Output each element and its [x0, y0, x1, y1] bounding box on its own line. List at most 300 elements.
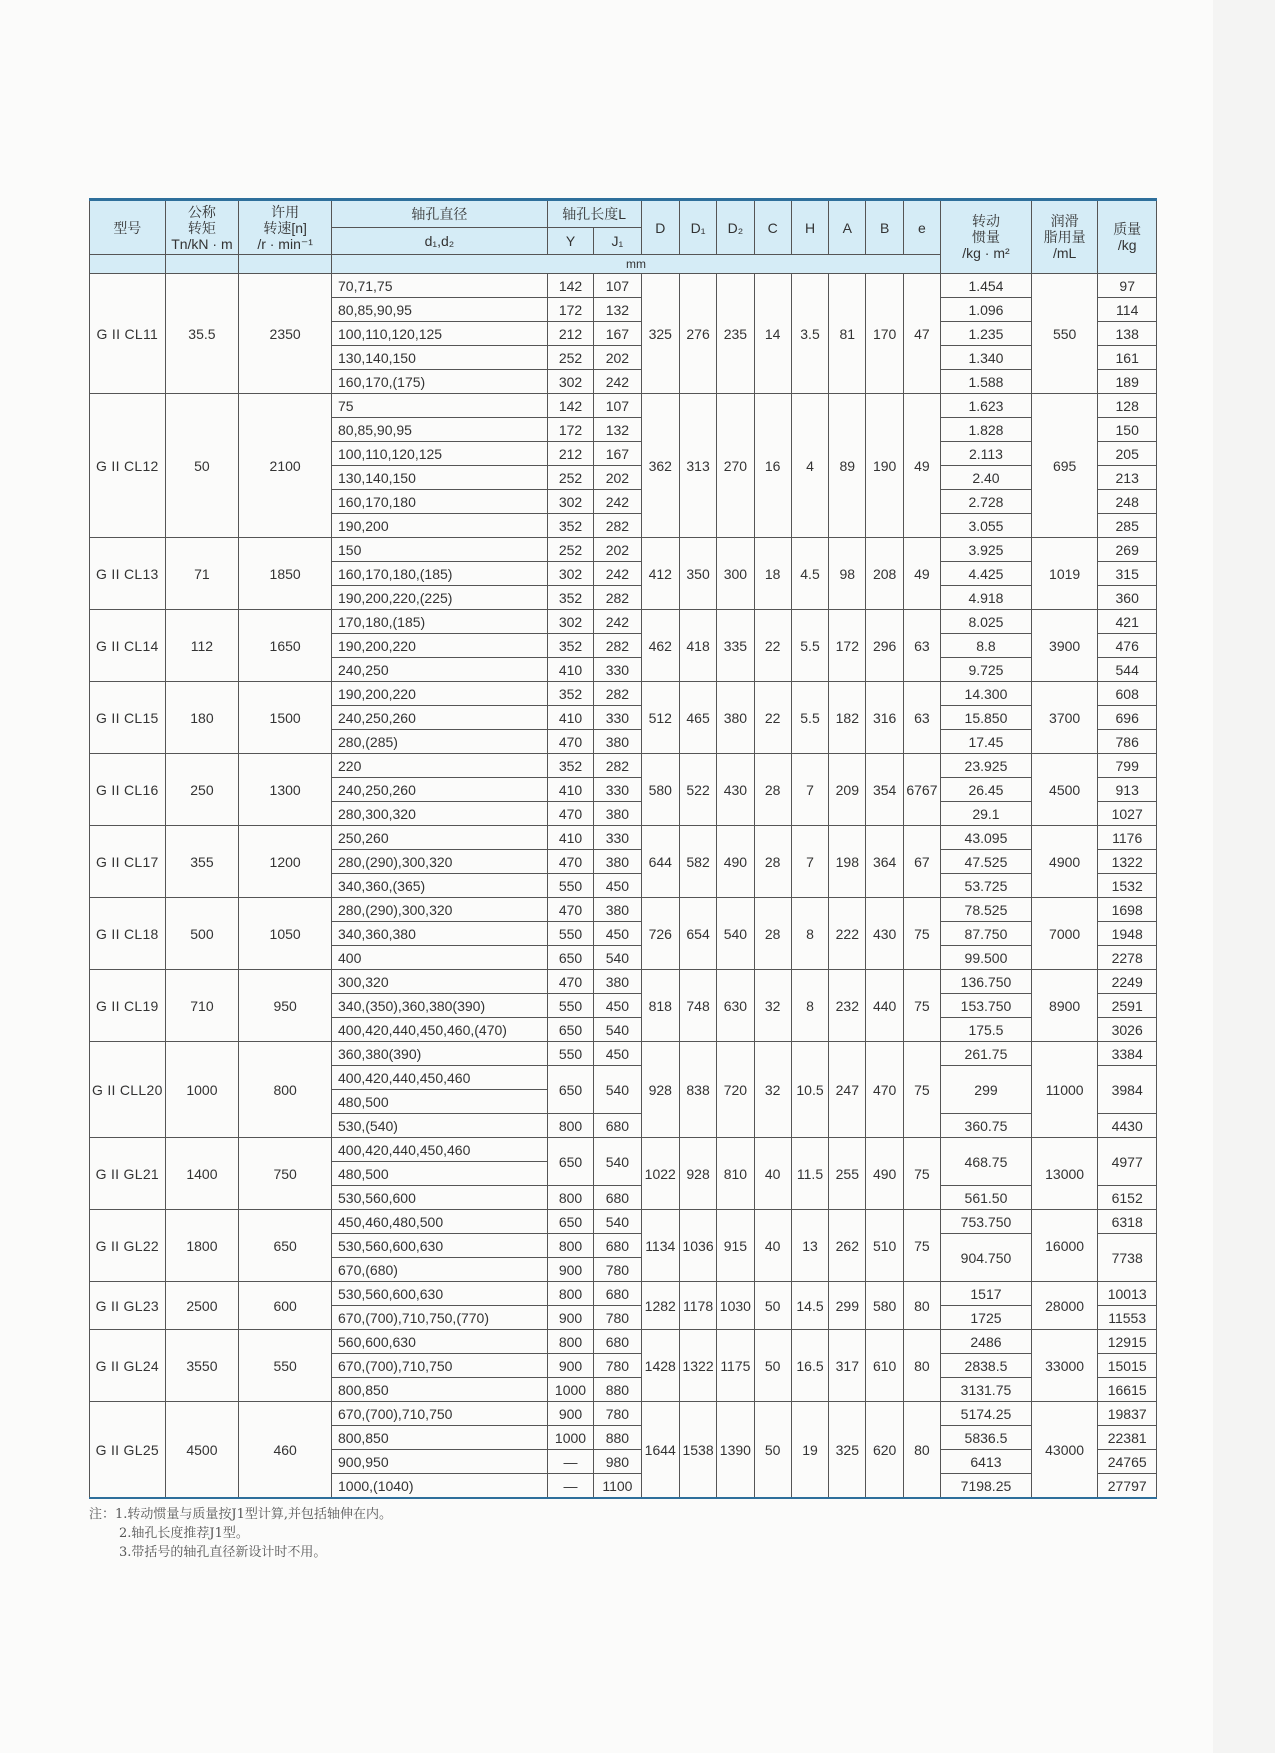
model-cell: G II GL22 [90, 1210, 166, 1282]
length-j1-cell: 242 [594, 610, 641, 634]
inertia-cell: 17.45 [941, 730, 1032, 754]
dim-e-cell: 67 [903, 826, 940, 898]
grease-cell: 4500 [1031, 754, 1098, 826]
dim-d2-cell: 810 [717, 1138, 754, 1210]
torque-cell: 50 [165, 394, 239, 538]
torque-cell: 112 [165, 610, 239, 682]
mass-cell: 696 [1098, 706, 1157, 730]
dim-e-cell: 49 [903, 394, 940, 538]
table-row [90, 610, 1157, 634]
length-j1-cell: 380 [594, 730, 641, 754]
mass-cell: 2278 [1098, 946, 1157, 970]
grease-cell: 3700 [1031, 682, 1098, 754]
speed-cell: 550 [239, 1330, 332, 1402]
bore-diameter-cell: 150 [332, 538, 548, 562]
header-bore-length: 轴孔长度L [547, 200, 641, 228]
dim-a-cell: 209 [829, 754, 866, 826]
torque-cell: 180 [165, 682, 239, 754]
length-j1-cell: 242 [594, 562, 641, 586]
bore-diameter-cell: 190,200,220,(225) [332, 586, 548, 610]
bore-diameter-cell: 900,950 [332, 1450, 548, 1474]
mass-cell: 2591 [1098, 994, 1157, 1018]
grease-cell: 550 [1031, 274, 1098, 394]
header-blank-model [90, 255, 166, 274]
dim-d2-cell: 1390 [717, 1402, 754, 1499]
grease-cell: 43000 [1031, 1402, 1098, 1499]
inertia-cell: 175.5 [941, 1018, 1032, 1042]
dim-d1-cell: 582 [679, 826, 716, 898]
dim-b-cell: 580 [866, 1282, 903, 1330]
length-y-cell: 172 [547, 298, 593, 322]
dim-b-cell: 610 [866, 1330, 903, 1402]
dim-d-cell: 462 [641, 610, 679, 682]
length-j1-cell: 380 [594, 850, 641, 874]
length-j1-cell: 380 [594, 802, 641, 826]
torque-cell: 71 [165, 538, 239, 610]
mass-cell: 11553 [1098, 1306, 1157, 1330]
inertia-cell: 2.40 [941, 466, 1032, 490]
dim-e-cell: 75 [903, 1210, 940, 1282]
bore-diameter-cell: 400,420,440,450,460 [332, 1138, 548, 1162]
header-C: C [754, 200, 791, 255]
mass-cell: 12915 [1098, 1330, 1157, 1354]
bore-diameter-cell: 70,71,75 [332, 274, 548, 298]
dim-d1-cell: 276 [679, 274, 716, 394]
table-row [90, 274, 1157, 298]
bore-diameter-cell: 530,560,600 [332, 1186, 548, 1210]
note-3: 3.带括号的轴孔直径新设计时不用。 [119, 1545, 327, 1560]
bore-diameter-cell: 670,(700),710,750 [332, 1402, 548, 1426]
mass-cell: 1176 [1098, 826, 1157, 850]
speed-cell: 1850 [239, 538, 332, 610]
inertia-cell: 5174.25 [941, 1402, 1032, 1426]
length-y-cell: 650 [547, 1210, 593, 1234]
bore-diameter-cell: 190,200,220 [332, 682, 548, 706]
length-y-cell: 352 [547, 586, 593, 610]
speed-cell: 800 [239, 1042, 332, 1138]
model-cell: G II CL18 [90, 898, 166, 970]
table-body [90, 274, 1157, 1499]
inertia-cell: 2.113 [941, 442, 1032, 466]
dim-b-cell: 620 [866, 1402, 903, 1499]
dim-c-cell: 50 [754, 1402, 791, 1499]
mass-cell: 2249 [1098, 970, 1157, 994]
bore-diameter-cell: 280,(285) [332, 730, 548, 754]
mass-cell: 7738 [1098, 1234, 1157, 1282]
length-j1-cell: 540 [594, 1138, 641, 1186]
length-j1-cell: 132 [594, 418, 641, 442]
inertia-cell: 1517 [941, 1282, 1032, 1306]
grease-cell: 33000 [1031, 1330, 1098, 1402]
speed-cell: 1200 [239, 826, 332, 898]
dim-e-cell: 80 [903, 1282, 940, 1330]
dim-c-cell: 40 [754, 1138, 791, 1210]
dim-c-cell: 28 [754, 898, 791, 970]
torque-cell: 4500 [165, 1402, 239, 1499]
model-cell: G II GL24 [90, 1330, 166, 1402]
length-j1-cell: 282 [594, 586, 641, 610]
dim-b-cell: 208 [866, 538, 903, 610]
bore-diameter-cell: 530,560,600,630 [332, 1234, 548, 1258]
inertia-cell: 15.850 [941, 706, 1032, 730]
table-row [90, 1402, 1157, 1426]
model-cell: G II CL16 [90, 754, 166, 826]
dim-d1-cell: 418 [679, 610, 716, 682]
dim-e-cell: 75 [903, 1042, 940, 1138]
dim-d2-cell: 630 [717, 970, 754, 1042]
model-cell: G II GL25 [90, 1402, 166, 1499]
dim-d1-cell: 838 [679, 1042, 716, 1138]
bore-diameter-cell: 670,(680) [332, 1258, 548, 1282]
mass-cell: 24765 [1098, 1450, 1157, 1474]
mass-cell: 913 [1098, 778, 1157, 802]
mass-cell: 3384 [1098, 1042, 1157, 1066]
speed-cell: 600 [239, 1282, 332, 1330]
torque-cell: 3550 [165, 1330, 239, 1402]
note-1: 注：1.转动惯量与质量按J1型计算,并包括轴伸在内。 [89, 1507, 393, 1522]
header-torque: 公称 转矩 Tn/kN · m [165, 200, 239, 255]
dim-c-cell: 22 [754, 682, 791, 754]
dim-h-cell: 10.5 [791, 1042, 828, 1138]
dim-a-cell: 89 [829, 394, 866, 538]
length-j1-cell: 202 [594, 346, 641, 370]
header-A: A [829, 200, 866, 255]
mass-cell: 128 [1098, 394, 1157, 418]
length-j1-cell: 450 [594, 1042, 641, 1066]
length-y-cell: 650 [547, 1066, 593, 1114]
table-row [90, 1330, 1157, 1354]
dim-d2-cell: 490 [717, 826, 754, 898]
inertia-cell: 753.750 [941, 1210, 1032, 1234]
length-j1-cell: 202 [594, 538, 641, 562]
length-j1-cell: 282 [594, 682, 641, 706]
dim-d1-cell: 928 [679, 1138, 716, 1210]
dim-h-cell: 16.5 [791, 1330, 828, 1402]
table-row [90, 538, 1157, 562]
length-j1-cell: 282 [594, 754, 641, 778]
dim-d1-cell: 1538 [679, 1402, 716, 1499]
torque-cell: 1800 [165, 1210, 239, 1282]
dim-c-cell: 28 [754, 754, 791, 826]
dim-b-cell: 364 [866, 826, 903, 898]
header-J1: J₁ [594, 228, 641, 255]
dim-h-cell: 8 [791, 898, 828, 970]
inertia-cell: 1725 [941, 1306, 1032, 1330]
dim-a-cell: 255 [829, 1138, 866, 1210]
model-cell: G II CL14 [90, 610, 166, 682]
mass-cell: 1948 [1098, 922, 1157, 946]
length-j1-cell: 202 [594, 466, 641, 490]
mass-cell: 16615 [1098, 1378, 1157, 1402]
length-y-cell: 212 [547, 322, 593, 346]
length-y-cell: 212 [547, 442, 593, 466]
bore-diameter-cell: 280,(290),300,320 [332, 898, 548, 922]
inertia-cell: 360.75 [941, 1114, 1032, 1138]
dim-a-cell: 262 [829, 1210, 866, 1282]
bore-diameter-cell: 340,360,380 [332, 922, 548, 946]
inertia-cell: 1.623 [941, 394, 1032, 418]
inertia-cell: 1.340 [941, 346, 1032, 370]
bore-diameter-cell: 360,380(390) [332, 1042, 548, 1066]
length-j1-cell: 107 [594, 274, 641, 298]
length-y-cell: 470 [547, 802, 593, 826]
bore-diameter-cell: 170,180,(185) [332, 610, 548, 634]
dim-b-cell: 430 [866, 898, 903, 970]
torque-cell: 1000 [165, 1042, 239, 1138]
header-blank-speed [239, 255, 332, 274]
bore-diameter-cell: 160,170,(175) [332, 370, 548, 394]
model-cell: G II CL15 [90, 682, 166, 754]
torque-cell: 250 [165, 754, 239, 826]
inertia-cell: 29.1 [941, 802, 1032, 826]
dim-b-cell: 490 [866, 1138, 903, 1210]
dim-d-cell: 818 [641, 970, 679, 1042]
dim-b-cell: 316 [866, 682, 903, 754]
length-y-cell: 550 [547, 1042, 593, 1066]
dim-e-cell: 80 [903, 1330, 940, 1402]
model-cell: G II CL17 [90, 826, 166, 898]
length-j1-cell: 680 [594, 1114, 641, 1138]
page-edge-shadow [1213, 0, 1275, 1753]
dim-h-cell: 11.5 [791, 1138, 828, 1210]
length-j1-cell: 780 [594, 1402, 641, 1426]
length-y-cell: 252 [547, 538, 593, 562]
dim-c-cell: 22 [754, 610, 791, 682]
inertia-cell: 1.096 [941, 298, 1032, 322]
dim-e-cell: 63 [903, 682, 940, 754]
dim-d2-cell: 335 [717, 610, 754, 682]
length-j1-cell: 680 [594, 1186, 641, 1210]
length-j1-cell: 282 [594, 634, 641, 658]
dim-a-cell: 325 [829, 1402, 866, 1499]
dim-d-cell: 928 [641, 1042, 679, 1138]
mass-cell: 27797 [1098, 1474, 1157, 1499]
header-bore-diameter: 轴孔直径 [332, 200, 548, 228]
bore-diameter-cell: 240,250,260 [332, 778, 548, 802]
mass-cell: 19837 [1098, 1402, 1157, 1426]
dim-d-cell: 1134 [641, 1210, 679, 1282]
inertia-cell: 1.235 [941, 322, 1032, 346]
length-y-cell: 352 [547, 634, 593, 658]
length-j1-cell: 780 [594, 1354, 641, 1378]
grease-cell: 695 [1031, 394, 1098, 538]
header-model: 型号 [90, 200, 166, 255]
length-j1-cell: 380 [594, 970, 641, 994]
dim-d-cell: 1282 [641, 1282, 679, 1330]
coupling-spec-table [89, 198, 1157, 1499]
torque-cell: 1400 [165, 1138, 239, 1210]
dim-h-cell: 13 [791, 1210, 828, 1282]
length-y-cell: 1000 [547, 1426, 593, 1450]
dim-d-cell: 1022 [641, 1138, 679, 1210]
inertia-cell: 4.918 [941, 586, 1032, 610]
mass-cell: 608 [1098, 682, 1157, 706]
table-row [90, 1210, 1157, 1234]
torque-cell: 2500 [165, 1282, 239, 1330]
mass-cell: 213 [1098, 466, 1157, 490]
length-y-cell: 252 [547, 466, 593, 490]
length-y-cell: 302 [547, 562, 593, 586]
bore-diameter-cell: 400 [332, 946, 548, 970]
bore-diameter-cell: 75 [332, 394, 548, 418]
length-j1-cell: 780 [594, 1258, 641, 1282]
dim-c-cell: 14 [754, 274, 791, 394]
speed-cell: 1650 [239, 610, 332, 682]
inertia-cell: 1.828 [941, 418, 1032, 442]
mass-cell: 6152 [1098, 1186, 1157, 1210]
grease-cell: 4900 [1031, 826, 1098, 898]
table-row [90, 826, 1157, 850]
inertia-cell: 3.055 [941, 514, 1032, 538]
mass-cell: 114 [1098, 298, 1157, 322]
header-mass: 质量 /kg [1098, 200, 1157, 274]
length-j1-cell: 540 [594, 946, 641, 970]
inertia-cell: 26.45 [941, 778, 1032, 802]
length-y-cell: 650 [547, 946, 593, 970]
dim-a-cell: 317 [829, 1330, 866, 1402]
length-y-cell: 900 [547, 1354, 593, 1378]
length-y-cell: 352 [547, 682, 593, 706]
inertia-cell: 47.525 [941, 850, 1032, 874]
speed-cell: 1300 [239, 754, 332, 826]
dim-b-cell: 170 [866, 274, 903, 394]
dim-d2-cell: 1030 [717, 1282, 754, 1330]
length-j1-cell: 282 [594, 514, 641, 538]
bore-diameter-cell: 280,(290),300,320 [332, 850, 548, 874]
header-H: H [791, 200, 828, 255]
dim-d-cell: 644 [641, 826, 679, 898]
grease-cell: 7000 [1031, 898, 1098, 970]
mass-cell: 4977 [1098, 1138, 1157, 1186]
dim-e-cell: 6767 [903, 754, 940, 826]
dim-h-cell: 7 [791, 826, 828, 898]
mass-cell: 315 [1098, 562, 1157, 586]
dim-a-cell: 247 [829, 1042, 866, 1138]
dim-d1-cell: 654 [679, 898, 716, 970]
length-y-cell: 900 [547, 1402, 593, 1426]
length-j1-cell: 450 [594, 922, 641, 946]
dim-h-cell: 5.5 [791, 610, 828, 682]
inertia-cell: 43.095 [941, 826, 1032, 850]
dim-c-cell: 16 [754, 394, 791, 538]
length-y-cell: 550 [547, 874, 593, 898]
dim-b-cell: 470 [866, 1042, 903, 1138]
dim-h-cell: 8 [791, 970, 828, 1042]
header-D: D [641, 200, 679, 255]
dim-b-cell: 510 [866, 1210, 903, 1282]
length-j1-cell: 540 [594, 1210, 641, 1234]
inertia-cell: 136.750 [941, 970, 1032, 994]
bore-diameter-cell: 160,170,180 [332, 490, 548, 514]
torque-cell: 35.5 [165, 274, 239, 394]
header-blank-torque [165, 255, 239, 274]
mass-cell: 476 [1098, 634, 1157, 658]
dim-c-cell: 40 [754, 1210, 791, 1282]
grease-cell: 28000 [1031, 1282, 1098, 1330]
dim-d-cell: 580 [641, 754, 679, 826]
model-cell: G II CL12 [90, 394, 166, 538]
note-2: 2.轴孔长度推荐J1型。 [119, 1526, 249, 1541]
length-y-cell: 352 [547, 754, 593, 778]
header-grease: 润滑 脂用量 /mL [1031, 200, 1098, 274]
mass-cell: 421 [1098, 610, 1157, 634]
dim-h-cell: 14.5 [791, 1282, 828, 1330]
dim-d2-cell: 270 [717, 394, 754, 538]
grease-cell: 1019 [1031, 538, 1098, 610]
bore-diameter-cell: 480,500 [332, 1162, 548, 1186]
inertia-cell: 8.8 [941, 634, 1032, 658]
length-y-cell: 800 [547, 1330, 593, 1354]
mass-cell: 248 [1098, 490, 1157, 514]
length-y-cell: 550 [547, 994, 593, 1018]
length-j1-cell: 330 [594, 778, 641, 802]
dim-d-cell: 325 [641, 274, 679, 394]
table-row [90, 1138, 1157, 1162]
table-row [90, 1282, 1157, 1306]
bore-diameter-cell: 240,250,260 [332, 706, 548, 730]
dim-a-cell: 172 [829, 610, 866, 682]
inertia-cell: 299 [941, 1066, 1032, 1114]
bore-diameter-cell: 340,360,(365) [332, 874, 548, 898]
speed-cell: 460 [239, 1402, 332, 1499]
length-y-cell: 410 [547, 658, 593, 682]
mass-cell: 786 [1098, 730, 1157, 754]
length-y-cell: 800 [547, 1234, 593, 1258]
length-j1-cell: 1100 [594, 1474, 641, 1499]
table-row [90, 754, 1157, 778]
dim-d2-cell: 300 [717, 538, 754, 610]
length-y-cell: 900 [547, 1306, 593, 1330]
header-inertia: 转动 惯量 /kg · m² [941, 200, 1032, 274]
length-j1-cell: 450 [594, 994, 641, 1018]
length-y-cell: 252 [547, 346, 593, 370]
dim-h-cell: 5.5 [791, 682, 828, 754]
inertia-cell: 1.454 [941, 274, 1032, 298]
dim-d1-cell: 1178 [679, 1282, 716, 1330]
length-j1-cell: 330 [594, 826, 641, 850]
table-row [90, 394, 1157, 418]
bore-diameter-cell: 480,500 [332, 1090, 548, 1114]
model-cell: G II CL19 [90, 970, 166, 1042]
inertia-cell: 153.750 [941, 994, 1032, 1018]
length-j1-cell: 167 [594, 322, 641, 346]
torque-cell: 355 [165, 826, 239, 898]
mass-cell: 15015 [1098, 1354, 1157, 1378]
inertia-cell: 6413 [941, 1450, 1032, 1474]
inertia-cell: 2486 [941, 1330, 1032, 1354]
mass-cell: 269 [1098, 538, 1157, 562]
inertia-cell: 7198.25 [941, 1474, 1032, 1499]
length-j1-cell: 107 [594, 394, 641, 418]
grease-cell: 16000 [1031, 1210, 1098, 1282]
bore-diameter-cell: 670,(700),710,750,(770) [332, 1306, 548, 1330]
model-cell: G II CL11 [90, 274, 166, 394]
length-y-cell: 352 [547, 514, 593, 538]
bore-diameter-cell: 220 [332, 754, 548, 778]
dim-d2-cell: 235 [717, 274, 754, 394]
header-Y: Y [547, 228, 593, 255]
dim-b-cell: 296 [866, 610, 903, 682]
dim-d1-cell: 1322 [679, 1330, 716, 1402]
coupling-spec-sheet [89, 198, 1157, 1499]
length-y-cell: 470 [547, 730, 593, 754]
length-y-cell: 470 [547, 850, 593, 874]
length-y-cell: 142 [547, 274, 593, 298]
bore-diameter-cell: 130,140,150 [332, 466, 548, 490]
inertia-cell: 1.588 [941, 370, 1032, 394]
speed-cell: 750 [239, 1138, 332, 1210]
header-unit-mm: mm [332, 255, 941, 274]
